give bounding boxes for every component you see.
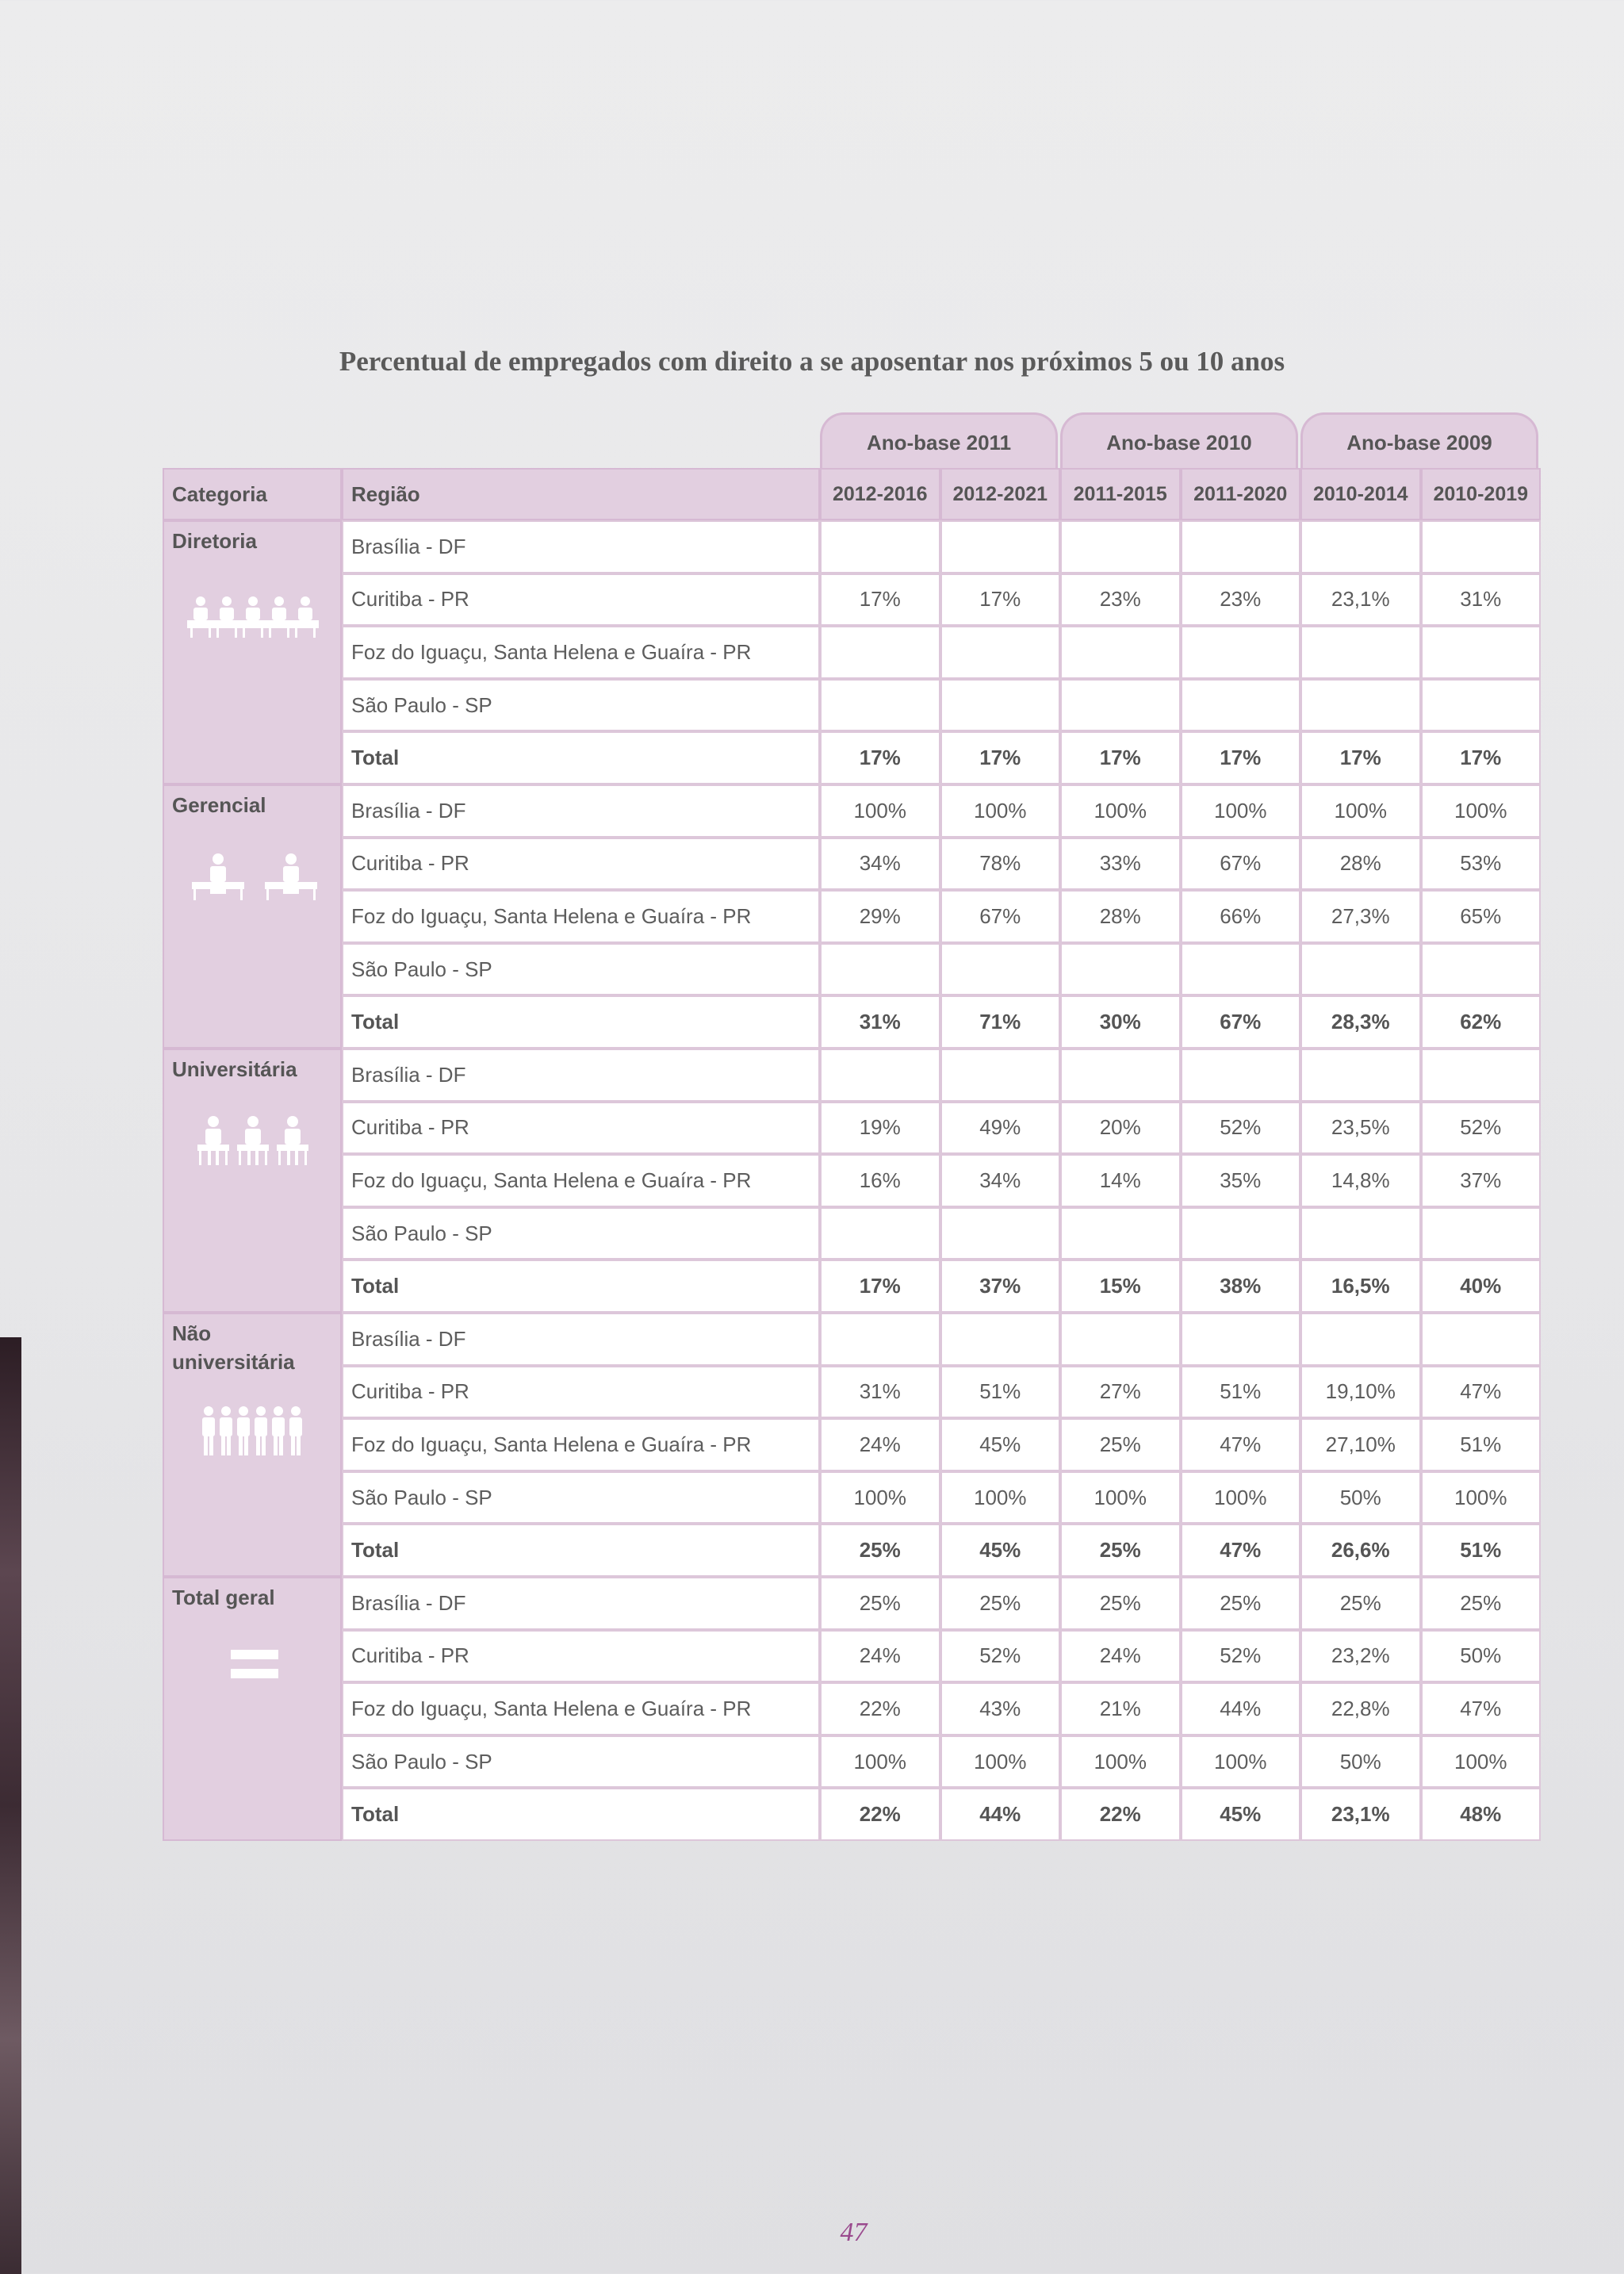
value-cell: 37% (940, 1260, 1061, 1313)
category-label: Total geral (172, 1586, 275, 1609)
region-cell: Curitiba - PR (342, 838, 820, 891)
value-cell: 22,8% (1300, 1682, 1421, 1735)
value-cell: 25% (1060, 1418, 1181, 1471)
value-cell: 17% (1421, 731, 1542, 784)
region-cell: Curitiba - PR (342, 573, 820, 627)
value-cell: 52% (1421, 1102, 1542, 1155)
region-cell: Brasília - DF (342, 520, 820, 573)
value-cell: 14,8% (1300, 1154, 1421, 1207)
value-cell: 23,2% (1300, 1630, 1421, 1683)
value-cell: 31% (820, 1366, 940, 1419)
value-cell (1060, 1049, 1181, 1102)
value-cell: 50% (1421, 1630, 1542, 1683)
value-cell: 25% (820, 1524, 940, 1577)
value-cell (1421, 943, 1542, 996)
value-cell (820, 943, 940, 996)
header-period: 2012-2021 (940, 468, 1061, 520)
value-cell (1300, 943, 1421, 996)
header-period: 2012-2016 (820, 468, 940, 520)
value-cell: 20% (1060, 1102, 1181, 1155)
value-cell: 16% (820, 1154, 940, 1207)
value-cell (1421, 626, 1542, 679)
value-cell: 22% (820, 1788, 940, 1841)
value-cell: 17% (1300, 731, 1421, 784)
region-cell: Brasília - DF (342, 784, 820, 838)
value-cell: 45% (940, 1524, 1061, 1577)
value-cell: 40% (1421, 1260, 1542, 1313)
value-cell (820, 1313, 940, 1366)
total-row-label: Total (342, 731, 820, 784)
value-cell: 100% (1300, 784, 1421, 838)
value-cell: 51% (940, 1366, 1061, 1419)
value-cell: 100% (1060, 1471, 1181, 1524)
value-cell: 100% (1421, 784, 1542, 838)
category-cell (163, 1313, 342, 1577)
value-cell (820, 1207, 940, 1260)
value-cell (1060, 943, 1181, 996)
total-row-label: Total (342, 1524, 820, 1577)
value-cell: 33% (1060, 838, 1181, 891)
value-cell: 23,5% (1300, 1102, 1421, 1155)
total-row-label: Total (342, 995, 820, 1049)
value-cell: 23,1% (1300, 1788, 1421, 1841)
value-cell: 28,3% (1300, 995, 1421, 1049)
value-cell: 17% (820, 731, 940, 784)
value-cell: 16,5% (1300, 1260, 1421, 1313)
value-cell (1300, 626, 1421, 679)
value-cell: 25% (1181, 1577, 1301, 1630)
value-cell (1181, 520, 1301, 573)
value-cell (1300, 1313, 1421, 1366)
value-cell: 47% (1181, 1418, 1301, 1471)
value-cell (1300, 520, 1421, 573)
value-cell: 25% (1060, 1577, 1181, 1630)
region-cell: Curitiba - PR (342, 1366, 820, 1419)
value-cell: 25% (820, 1577, 940, 1630)
region-cell: Brasília - DF (342, 1049, 820, 1102)
tab-ano-base-2010: Ano-base 2010 (1060, 412, 1298, 468)
value-cell: 53% (1421, 838, 1542, 891)
value-cell: 67% (940, 890, 1061, 943)
value-cell: 52% (1181, 1630, 1301, 1683)
value-cell (1181, 679, 1301, 732)
value-cell: 100% (940, 1471, 1061, 1524)
value-cell: 44% (940, 1788, 1061, 1841)
value-cell: 47% (1421, 1366, 1542, 1419)
value-cell: 47% (1181, 1524, 1301, 1577)
value-cell (1060, 1207, 1181, 1260)
value-cell (940, 520, 1061, 573)
edge-photo-strip (0, 1337, 21, 2274)
value-cell (1300, 1049, 1421, 1102)
value-cell: 31% (1421, 573, 1542, 627)
category-cell (163, 520, 342, 784)
value-cell (1421, 1049, 1542, 1102)
value-cell: 25% (1421, 1577, 1542, 1630)
value-cell: 44% (1181, 1682, 1301, 1735)
value-cell: 17% (940, 573, 1061, 627)
value-cell: 47% (1421, 1682, 1542, 1735)
value-cell: 100% (1060, 784, 1181, 838)
region-cell: Foz do Iguaçu, Santa Helena e Guaíra - PR (342, 890, 820, 943)
value-cell: 67% (1181, 995, 1301, 1049)
value-cell: 25% (940, 1577, 1061, 1630)
value-cell: 100% (1181, 1735, 1301, 1789)
value-cell (940, 1049, 1061, 1102)
value-cell: 52% (940, 1630, 1061, 1683)
value-cell (940, 626, 1061, 679)
header-regiao: Região (342, 468, 820, 520)
region-cell: Foz do Iguaçu, Santa Helena e Guaíra - PR (342, 1682, 820, 1735)
value-cell: 67% (1181, 838, 1301, 891)
region-cell: Brasília - DF (342, 1577, 820, 1630)
value-cell (1060, 626, 1181, 679)
value-cell: 100% (820, 1735, 940, 1789)
value-cell: 100% (1181, 1471, 1301, 1524)
value-cell (940, 1207, 1061, 1260)
value-cell: 51% (1181, 1366, 1301, 1419)
value-cell: 30% (1060, 995, 1181, 1049)
value-cell: 25% (1060, 1524, 1181, 1577)
value-cell: 48% (1421, 1788, 1542, 1841)
value-cell: 17% (820, 573, 940, 627)
value-cell: 23,1% (1300, 573, 1421, 627)
value-cell: 50% (1300, 1471, 1421, 1524)
value-cell: 45% (940, 1418, 1061, 1471)
region-cell: São Paulo - SP (342, 1471, 820, 1524)
value-cell (1181, 626, 1301, 679)
value-cell: 66% (1181, 890, 1301, 943)
value-cell (820, 1049, 940, 1102)
value-cell (1421, 1207, 1542, 1260)
value-cell: 100% (1421, 1471, 1542, 1524)
header-categoria: Categoria (163, 468, 342, 520)
tab-ano-base-2009: Ano-base 2009 (1300, 412, 1538, 468)
region-cell: São Paulo - SP (342, 943, 820, 996)
value-cell: 34% (940, 1154, 1061, 1207)
value-cell (1181, 943, 1301, 996)
header-period: 2010-2019 (1421, 468, 1542, 520)
region-cell: São Paulo - SP (342, 1735, 820, 1789)
value-cell: 43% (940, 1682, 1061, 1735)
value-cell: 17% (820, 1260, 940, 1313)
value-cell: 19% (820, 1102, 940, 1155)
value-cell: 51% (1421, 1418, 1542, 1471)
tab-ano-base-2011: Ano-base 2011 (820, 412, 1058, 468)
value-cell: 100% (1181, 784, 1301, 838)
category-cell (163, 1577, 342, 1841)
value-cell (1181, 1207, 1301, 1260)
value-cell: 21% (1060, 1682, 1181, 1735)
value-cell: 62% (1421, 995, 1542, 1049)
value-cell (1060, 679, 1181, 732)
value-cell (940, 1313, 1061, 1366)
value-cell: 34% (820, 838, 940, 891)
value-cell: 35% (1181, 1154, 1301, 1207)
value-cell (1060, 1313, 1181, 1366)
value-cell: 17% (940, 731, 1061, 784)
value-cell: 49% (940, 1102, 1061, 1155)
value-cell: 31% (820, 995, 940, 1049)
category-label: Gerencial (172, 793, 266, 817)
value-cell (1060, 520, 1181, 573)
value-cell: 28% (1300, 838, 1421, 891)
region-cell: Foz do Iguaçu, Santa Helena e Guaíra - PR (342, 1154, 820, 1207)
value-cell: 27,3% (1300, 890, 1421, 943)
region-cell: Curitiba - PR (342, 1630, 820, 1683)
value-cell: 51% (1421, 1524, 1542, 1577)
header-period: 2011-2020 (1181, 468, 1301, 520)
category-label: Universitária (172, 1057, 297, 1081)
value-cell: 28% (1060, 890, 1181, 943)
value-cell: 65% (1421, 890, 1542, 943)
value-cell: 17% (1181, 731, 1301, 784)
region-cell: Foz do Iguaçu, Santa Helena e Guaíra - PR (342, 626, 820, 679)
value-cell: 14% (1060, 1154, 1181, 1207)
header-period: 2011-2015 (1060, 468, 1181, 520)
value-cell: 29% (820, 890, 940, 943)
table-title: Percentual de empregados com direito a se aposentar nos próximos 5 ou 10 anos (339, 346, 1285, 377)
value-cell: 23% (1060, 573, 1181, 627)
value-cell (820, 679, 940, 732)
value-cell: 17% (1060, 731, 1181, 784)
value-cell: 78% (940, 838, 1061, 891)
value-cell (1181, 1313, 1301, 1366)
value-cell: 15% (1060, 1260, 1181, 1313)
value-cell: 52% (1181, 1102, 1301, 1155)
value-cell: 100% (1421, 1735, 1542, 1789)
value-cell: 24% (1060, 1630, 1181, 1683)
region-cell: Curitiba - PR (342, 1102, 820, 1155)
value-cell: 100% (820, 1471, 940, 1524)
total-row-label: Total (342, 1788, 820, 1841)
value-cell: 24% (820, 1630, 940, 1683)
value-cell (1181, 1049, 1301, 1102)
value-cell: 100% (940, 1735, 1061, 1789)
value-cell: 37% (1421, 1154, 1542, 1207)
value-cell: 100% (820, 784, 940, 838)
value-cell (1421, 679, 1542, 732)
value-cell (1300, 679, 1421, 732)
value-cell (1421, 1313, 1542, 1366)
category-label: Não universitária (172, 1321, 295, 1374)
value-cell (940, 943, 1061, 996)
category-cell (163, 784, 342, 1049)
region-cell: São Paulo - SP (342, 1207, 820, 1260)
value-cell: 50% (1300, 1735, 1421, 1789)
region-cell: Brasília - DF (342, 1313, 820, 1366)
region-cell: Foz do Iguaçu, Santa Helena e Guaíra - PR (342, 1418, 820, 1471)
value-cell: 71% (940, 995, 1061, 1049)
value-cell: 24% (820, 1418, 940, 1471)
category-cell (163, 1049, 342, 1313)
total-row-label: Total (342, 1260, 820, 1313)
value-cell: 45% (1181, 1788, 1301, 1841)
value-cell: 22% (820, 1682, 940, 1735)
value-cell: 100% (1060, 1735, 1181, 1789)
page-number: 47 (840, 2218, 868, 2247)
value-cell: 22% (1060, 1788, 1181, 1841)
value-cell: 38% (1181, 1260, 1301, 1313)
category-label: Diretoria (172, 529, 257, 553)
value-cell: 27% (1060, 1366, 1181, 1419)
value-cell: 25% (1300, 1577, 1421, 1630)
value-cell (940, 679, 1061, 732)
header-period: 2010-2014 (1300, 468, 1421, 520)
value-cell (1421, 520, 1542, 573)
value-cell: 19,10% (1300, 1366, 1421, 1419)
value-cell (820, 626, 940, 679)
region-cell: São Paulo - SP (342, 679, 820, 732)
value-cell: 27,10% (1300, 1418, 1421, 1471)
value-cell (1300, 1207, 1421, 1260)
value-cell (820, 520, 940, 573)
value-cell: 23% (1181, 573, 1301, 627)
value-cell: 26,6% (1300, 1524, 1421, 1577)
value-cell: 100% (940, 784, 1061, 838)
